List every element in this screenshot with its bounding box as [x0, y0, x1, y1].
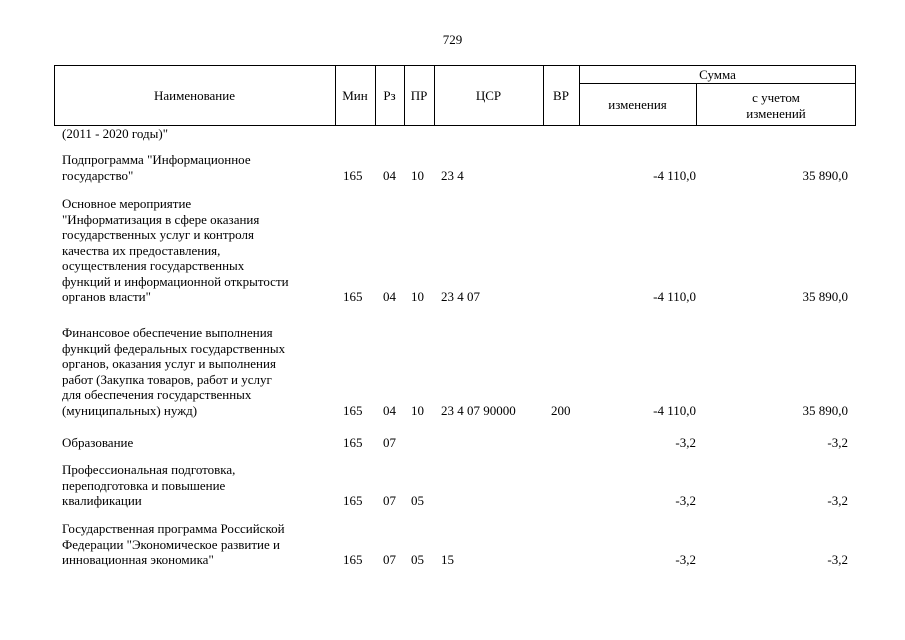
row-change: -4 110,0 — [653, 402, 696, 418]
row-change: -4 110,0 — [653, 289, 696, 304]
row-name-line: инновационная экономика" — [62, 552, 214, 567]
row-rz: 07 — [383, 552, 396, 567]
row-rz: 07 — [383, 435, 396, 450]
row-name — [62, 152, 332, 183]
row-name-line: квалификации — [62, 493, 142, 508]
row-name-line: Финансовое обеспечение выполнения — [62, 325, 273, 340]
row-total: -3,2 — [827, 435, 848, 450]
row-min: 165 — [343, 167, 363, 183]
table-header — [54, 65, 856, 125]
header-min: Мин — [342, 88, 368, 103]
row-name-line: Образование — [62, 435, 134, 450]
row-csr: 23 4 — [441, 167, 464, 183]
row-name-line: осуществления государственных — [62, 258, 245, 273]
row-rz: 04 — [383, 167, 396, 183]
header-name: Наименование — [154, 88, 235, 103]
row-name-line: государственных услуг и контроля — [62, 227, 254, 242]
row-name-line: органов власти" — [62, 289, 151, 304]
row-min: 165 — [343, 435, 363, 450]
header-csr: ЦСР — [475, 88, 502, 103]
row-change: -3,2 — [675, 552, 696, 567]
row-total: 35 890,0 — [802, 289, 848, 304]
header-change: изменения — [608, 97, 667, 112]
header-with-changes-1: с учетом — [752, 90, 800, 105]
row-pr: 10 — [411, 402, 424, 418]
row-name — [62, 196, 332, 305]
row-pr: 10 — [411, 289, 424, 304]
row-min: 165 — [343, 552, 363, 567]
header-pr: ПР — [410, 88, 428, 103]
row-min: 165 — [343, 493, 363, 508]
row-name — [62, 521, 332, 568]
row-total: 35 890,0 — [802, 167, 848, 183]
row-rz: 04 — [383, 402, 396, 418]
row-name-line: переподготовка и повышение — [62, 477, 226, 493]
row-change: -3,2 — [675, 435, 696, 450]
header-rz: Рз — [383, 88, 396, 103]
header-with-changes-2: изменений — [746, 106, 806, 121]
row-name-line: качества их предоставления, — [62, 242, 221, 258]
row-name-line: функций и информационной открытости — [62, 273, 289, 289]
row-csr: 23 4 07 90000 — [441, 402, 516, 418]
row-name — [62, 435, 332, 451]
row-name-line: Профессиональная подготовка, — [62, 462, 236, 477]
row-vr: 200 — [551, 402, 571, 418]
row-name-line: Государственная программа Российской — [62, 521, 285, 536]
row-pr: 10 — [411, 167, 424, 183]
row-change: -3,2 — [675, 493, 696, 508]
header-vr: ВР — [553, 88, 569, 103]
row-name-line: "Информатизация в сфере оказания — [62, 211, 260, 227]
continuation-text: (2011 - 2020 годы)" — [62, 126, 169, 141]
row-rz: 04 — [383, 289, 396, 304]
row-name-line: Основное мероприятие — [62, 196, 192, 211]
row-total: 35 890,0 — [802, 402, 848, 418]
row-csr: 23 4 07 — [441, 289, 480, 304]
row-name-line: государство" — [62, 167, 134, 183]
row-name-line: (муниципальных) нужд) — [62, 402, 198, 418]
row-total: -3,2 — [827, 493, 848, 508]
row-name — [62, 462, 332, 509]
row-csr: 15 — [441, 552, 454, 567]
row-name-line: органов, оказания услуг и выполнения — [62, 356, 276, 371]
row-name — [62, 325, 332, 418]
row-name-line: работ (Закупка товаров, работ и услуг — [62, 371, 272, 387]
row-name-line: для обеспечения государственных — [62, 387, 252, 402]
row-pr: 05 — [411, 552, 424, 567]
row-name-line: Подпрограмма "Информационное — [62, 152, 251, 167]
header-sum: Сумма — [699, 67, 736, 82]
row-total: -3,2 — [827, 552, 848, 567]
page-number: 729 — [442, 32, 463, 47]
row-rz: 07 — [383, 493, 396, 508]
row-pr: 05 — [411, 493, 424, 508]
row-name-line: функций федеральных государственных — [62, 340, 286, 356]
row-name-line: Федерации "Экономическое развитие и — [62, 536, 280, 552]
row-min: 165 — [343, 402, 363, 418]
row-change: -4 110,0 — [653, 167, 696, 183]
row-min: 165 — [343, 289, 363, 304]
